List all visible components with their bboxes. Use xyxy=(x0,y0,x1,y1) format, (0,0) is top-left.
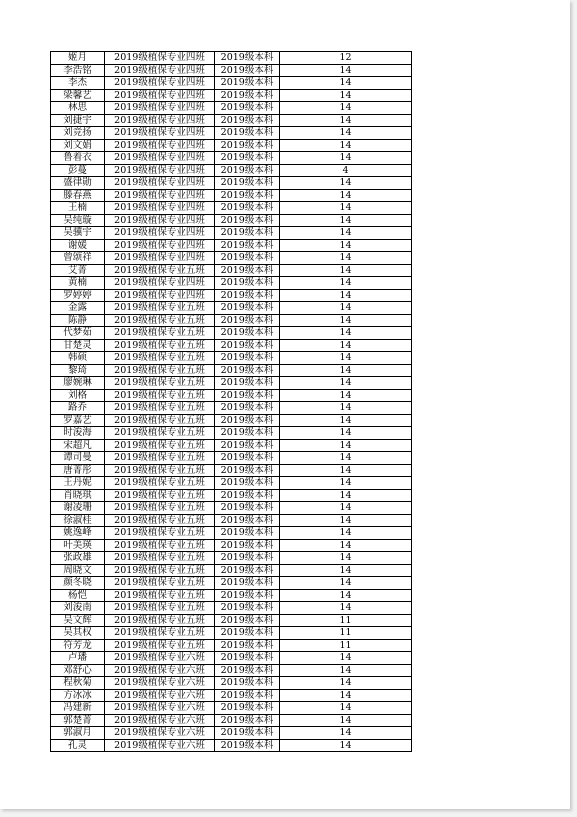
student-name-cell: 孔灵 xyxy=(51,739,105,752)
level-cell: 2019级本科 xyxy=(215,264,280,277)
table-row xyxy=(51,427,412,440)
level-cell: 2019级本科 xyxy=(215,602,280,615)
value-cell: 14 xyxy=(280,139,412,152)
student-name-cell: 张政雄 xyxy=(51,552,105,565)
class-cell: 2019级植保专业六班 xyxy=(105,714,215,727)
table-row xyxy=(51,239,412,252)
student-name-cell: 黄楠 xyxy=(51,277,105,290)
student-name-cell: 路乔 xyxy=(51,402,105,415)
value-cell: 14 xyxy=(280,464,412,477)
class-cell: 2019级植保专业四班 xyxy=(105,289,215,302)
student-name-cell: 刘竞扬 xyxy=(51,127,105,140)
student-name-cell: 吴文辉 xyxy=(51,614,105,627)
class-cell: 2019级植保专业五班 xyxy=(105,564,215,577)
student-name-cell: 冯建新 xyxy=(51,702,105,715)
student-name-cell: 符芳龙 xyxy=(51,639,105,652)
student-name-cell: 肖晓琪 xyxy=(51,489,105,502)
value-cell: 14 xyxy=(280,377,412,390)
level-cell: 2019级本科 xyxy=(215,477,280,490)
level-cell: 2019级本科 xyxy=(215,102,280,115)
value-cell: 14 xyxy=(280,414,412,427)
student-name-cell: 彭蔓 xyxy=(51,164,105,177)
student-name-cell: 代梦茹 xyxy=(51,327,105,340)
level-cell: 2019级本科 xyxy=(215,514,280,527)
level-cell: 2019级本科 xyxy=(215,689,280,702)
student-name-cell: 卢璠 xyxy=(51,652,105,665)
table-row xyxy=(51,602,412,615)
class-cell: 2019级植保专业四班 xyxy=(105,189,215,202)
class-cell: 2019级植保专业五班 xyxy=(105,314,215,327)
level-cell: 2019级本科 xyxy=(215,77,280,90)
student-name-cell: 邓舒心 xyxy=(51,664,105,677)
value-cell: 14 xyxy=(280,389,412,402)
level-cell: 2019级本科 xyxy=(215,702,280,715)
student-name-cell: 金露 xyxy=(51,302,105,315)
class-cell: 2019级植保专业四班 xyxy=(105,127,215,140)
level-cell: 2019级本科 xyxy=(215,364,280,377)
table-row xyxy=(51,89,412,102)
table-row xyxy=(51,477,412,490)
table-row xyxy=(51,114,412,127)
table-row xyxy=(51,327,412,340)
level-cell: 2019级本科 xyxy=(215,202,280,215)
value-cell: 14 xyxy=(280,702,412,715)
level-cell: 2019级本科 xyxy=(215,252,280,265)
value-cell: 14 xyxy=(280,689,412,702)
class-cell: 2019级植保专业四班 xyxy=(105,152,215,165)
table-row xyxy=(51,539,412,552)
class-cell: 2019级植保专业五班 xyxy=(105,489,215,502)
table-row xyxy=(51,552,412,565)
table-row xyxy=(51,352,412,365)
class-cell: 2019级植保专业四班 xyxy=(105,202,215,215)
value-cell: 14 xyxy=(280,714,412,727)
student-name-cell: 黎琦 xyxy=(51,364,105,377)
value-cell: 14 xyxy=(280,452,412,465)
student-name-cell: 韩硕 xyxy=(51,352,105,365)
table-row xyxy=(51,639,412,652)
value-cell: 14 xyxy=(280,227,412,240)
student-name-cell: 艾菁 xyxy=(51,264,105,277)
level-cell: 2019级本科 xyxy=(215,402,280,415)
value-cell: 14 xyxy=(280,189,412,202)
value-cell: 14 xyxy=(280,477,412,490)
table-row xyxy=(51,514,412,527)
table-row xyxy=(51,227,412,240)
class-cell: 2019级植保专业六班 xyxy=(105,664,215,677)
class-cell: 2019级植保专业五班 xyxy=(105,402,215,415)
class-cell: 2019级植保专业五班 xyxy=(105,539,215,552)
value-cell: 14 xyxy=(280,402,412,415)
value-cell: 14 xyxy=(280,327,412,340)
value-cell: 14 xyxy=(280,89,412,102)
student-name-cell: 吴骥宇 xyxy=(51,227,105,240)
class-cell: 2019级植保专业五班 xyxy=(105,302,215,315)
class-cell: 2019级植保专业六班 xyxy=(105,677,215,690)
student-name-cell: 盛律勋 xyxy=(51,177,105,190)
value-cell: 14 xyxy=(280,214,412,227)
level-cell: 2019级本科 xyxy=(215,464,280,477)
class-cell: 2019级植保专业五班 xyxy=(105,639,215,652)
value-cell: 14 xyxy=(280,577,412,590)
student-name-cell: 陈静 xyxy=(51,314,105,327)
table-row xyxy=(51,464,412,477)
level-cell: 2019级本科 xyxy=(215,239,280,252)
table-row xyxy=(51,189,412,202)
level-cell: 2019级本科 xyxy=(215,527,280,540)
class-cell: 2019级植保专业四班 xyxy=(105,239,215,252)
student-name-cell: 姚逸峰 xyxy=(51,527,105,540)
value-cell: 14 xyxy=(280,602,412,615)
student-name-cell: 时浚海 xyxy=(51,427,105,440)
student-name-cell: 叶美瑛 xyxy=(51,539,105,552)
table-row xyxy=(51,289,412,302)
table-row xyxy=(51,452,412,465)
class-cell: 2019级植保专业五班 xyxy=(105,264,215,277)
table-row xyxy=(51,714,412,727)
level-cell: 2019级本科 xyxy=(215,277,280,290)
level-cell: 2019级本科 xyxy=(215,552,280,565)
student-name-cell: 王楠 xyxy=(51,202,105,215)
class-cell: 2019级植保专业五班 xyxy=(105,364,215,377)
level-cell: 2019级本科 xyxy=(215,227,280,240)
value-cell: 4 xyxy=(280,164,412,177)
student-name-cell: 李杰 xyxy=(51,77,105,90)
value-cell: 14 xyxy=(280,427,412,440)
level-cell: 2019级本科 xyxy=(215,489,280,502)
roster-body xyxy=(51,52,412,752)
class-cell: 2019级植保专业四班 xyxy=(105,227,215,240)
class-cell: 2019级植保专业五班 xyxy=(105,327,215,340)
level-cell: 2019级本科 xyxy=(215,577,280,590)
class-cell: 2019级植保专业五班 xyxy=(105,527,215,540)
value-cell: 14 xyxy=(280,502,412,515)
table-row xyxy=(51,214,412,227)
value-cell: 14 xyxy=(280,314,412,327)
level-cell: 2019级本科 xyxy=(215,152,280,165)
level-cell: 2019级本科 xyxy=(215,714,280,727)
class-cell: 2019级植保专业五班 xyxy=(105,577,215,590)
level-cell: 2019级本科 xyxy=(215,339,280,352)
table-row xyxy=(51,664,412,677)
student-name-cell: 吴纯璇 xyxy=(51,214,105,227)
class-cell: 2019级植保专业五班 xyxy=(105,339,215,352)
student-name-cell: 刘文娟 xyxy=(51,139,105,152)
table-row xyxy=(51,164,412,177)
class-cell: 2019级植保专业五班 xyxy=(105,614,215,627)
value-cell: 14 xyxy=(280,739,412,752)
class-cell: 2019级植保专业四班 xyxy=(105,77,215,90)
table-row xyxy=(51,252,412,265)
student-name-cell: 郭淑月 xyxy=(51,727,105,740)
student-name-cell: 方冰冰 xyxy=(51,689,105,702)
table-row xyxy=(51,439,412,452)
value-cell: 14 xyxy=(280,489,412,502)
level-cell: 2019级本科 xyxy=(215,389,280,402)
level-cell: 2019级本科 xyxy=(215,502,280,515)
level-cell: 2019级本科 xyxy=(215,739,280,752)
student-name-cell: 李浩铭 xyxy=(51,64,105,77)
value-cell: 14 xyxy=(280,239,412,252)
student-name-cell: 郭楚菁 xyxy=(51,714,105,727)
table-row xyxy=(51,277,412,290)
table-row xyxy=(51,364,412,377)
table-row xyxy=(51,177,412,190)
value-cell: 14 xyxy=(280,177,412,190)
value-cell: 11 xyxy=(280,627,412,640)
table-row xyxy=(51,202,412,215)
level-cell: 2019级本科 xyxy=(215,677,280,690)
table-row xyxy=(51,739,412,752)
level-cell: 2019级本科 xyxy=(215,302,280,315)
class-cell: 2019级植保专业五班 xyxy=(105,452,215,465)
value-cell: 14 xyxy=(280,339,412,352)
table-row xyxy=(51,102,412,115)
level-cell: 2019级本科 xyxy=(215,314,280,327)
class-cell: 2019级植保专业四班 xyxy=(105,177,215,190)
class-cell: 2019级植保专业六班 xyxy=(105,652,215,665)
table-row xyxy=(51,152,412,165)
value-cell: 14 xyxy=(280,514,412,527)
level-cell: 2019级本科 xyxy=(215,89,280,102)
value-cell: 14 xyxy=(280,114,412,127)
table-row xyxy=(51,527,412,540)
value-cell: 14 xyxy=(280,252,412,265)
student-name-cell: 梁馨艺 xyxy=(51,89,105,102)
table-row xyxy=(51,402,412,415)
table-row xyxy=(51,414,412,427)
level-cell: 2019级本科 xyxy=(215,564,280,577)
table-row xyxy=(51,577,412,590)
class-cell: 2019级植保专业六班 xyxy=(105,702,215,715)
class-cell: 2019级植保专业五班 xyxy=(105,552,215,565)
value-cell: 14 xyxy=(280,152,412,165)
class-cell: 2019级植保专业五班 xyxy=(105,439,215,452)
level-cell: 2019级本科 xyxy=(215,127,280,140)
level-cell: 2019级本科 xyxy=(215,177,280,190)
student-name-cell: 颜冬晓 xyxy=(51,577,105,590)
value-cell: 12 xyxy=(280,52,412,65)
table-row xyxy=(51,302,412,315)
value-cell: 14 xyxy=(280,352,412,365)
table-row xyxy=(51,389,412,402)
table-row xyxy=(51,652,412,665)
student-name-cell: 吴其权 xyxy=(51,627,105,640)
value-cell: 14 xyxy=(280,102,412,115)
student-name-cell: 甘楚灵 xyxy=(51,339,105,352)
level-cell: 2019级本科 xyxy=(215,652,280,665)
value-cell: 14 xyxy=(280,527,412,540)
class-cell: 2019级植保专业五班 xyxy=(105,589,215,602)
class-cell: 2019级植保专业五班 xyxy=(105,377,215,390)
student-name-cell: 周晓文 xyxy=(51,564,105,577)
class-cell: 2019级植保专业五班 xyxy=(105,414,215,427)
level-cell: 2019级本科 xyxy=(215,64,280,77)
student-name-cell: 谭司曼 xyxy=(51,452,105,465)
student-name-cell: 滕春燕 xyxy=(51,189,105,202)
table-row xyxy=(51,589,412,602)
level-cell: 2019级本科 xyxy=(215,439,280,452)
level-cell: 2019级本科 xyxy=(215,664,280,677)
class-cell: 2019级植保专业四班 xyxy=(105,64,215,77)
table-row xyxy=(51,127,412,140)
student-name-cell: 罗婷婷 xyxy=(51,289,105,302)
student-name-cell: 刘格 xyxy=(51,389,105,402)
student-roster-table xyxy=(50,51,412,752)
class-cell: 2019级植保专业四班 xyxy=(105,164,215,177)
class-cell: 2019级植保专业五班 xyxy=(105,502,215,515)
value-cell: 14 xyxy=(280,564,412,577)
value-cell: 14 xyxy=(280,652,412,665)
student-name-cell: 程秋菊 xyxy=(51,677,105,690)
class-cell: 2019级植保专业五班 xyxy=(105,477,215,490)
value-cell: 14 xyxy=(280,364,412,377)
value-cell: 14 xyxy=(280,439,412,452)
level-cell: 2019级本科 xyxy=(215,189,280,202)
class-cell: 2019级植保专业五班 xyxy=(105,464,215,477)
table-row xyxy=(51,502,412,515)
value-cell: 14 xyxy=(280,664,412,677)
level-cell: 2019级本科 xyxy=(215,164,280,177)
class-cell: 2019级植保专业四班 xyxy=(105,277,215,290)
student-name-cell: 徐淑桂 xyxy=(51,514,105,527)
table-row xyxy=(51,689,412,702)
value-cell: 14 xyxy=(280,77,412,90)
level-cell: 2019级本科 xyxy=(215,139,280,152)
class-cell: 2019级植保专业四班 xyxy=(105,52,215,65)
value-cell: 14 xyxy=(280,289,412,302)
class-cell: 2019级植保专业四班 xyxy=(105,89,215,102)
table-row xyxy=(51,677,412,690)
level-cell: 2019级本科 xyxy=(215,627,280,640)
level-cell: 2019级本科 xyxy=(215,589,280,602)
class-cell: 2019级植保专业五班 xyxy=(105,514,215,527)
student-name-cell: 唐菁彤 xyxy=(51,464,105,477)
table-row xyxy=(51,314,412,327)
value-cell: 14 xyxy=(280,127,412,140)
student-name-cell: 宋超凡 xyxy=(51,439,105,452)
class-cell: 2019级植保专业五班 xyxy=(105,389,215,402)
value-cell: 14 xyxy=(280,64,412,77)
level-cell: 2019级本科 xyxy=(215,427,280,440)
value-cell: 14 xyxy=(280,539,412,552)
student-name-cell: 姬月 xyxy=(51,52,105,65)
level-cell: 2019级本科 xyxy=(215,452,280,465)
class-cell: 2019级植保专业五班 xyxy=(105,627,215,640)
table-row xyxy=(51,702,412,715)
value-cell: 14 xyxy=(280,727,412,740)
level-cell: 2019级本科 xyxy=(215,352,280,365)
table-row xyxy=(51,377,412,390)
student-name-cell: 鲁着衣 xyxy=(51,152,105,165)
level-cell: 2019级本科 xyxy=(215,539,280,552)
level-cell: 2019级本科 xyxy=(215,289,280,302)
table-row xyxy=(51,52,412,65)
table-row xyxy=(51,77,412,90)
student-name-cell: 杨恺 xyxy=(51,589,105,602)
table-row xyxy=(51,64,412,77)
student-name-cell: 罗嘉艺 xyxy=(51,414,105,427)
level-cell: 2019级本科 xyxy=(215,414,280,427)
value-cell: 11 xyxy=(280,639,412,652)
level-cell: 2019级本科 xyxy=(215,327,280,340)
level-cell: 2019级本科 xyxy=(215,52,280,65)
level-cell: 2019级本科 xyxy=(215,377,280,390)
table-row xyxy=(51,627,412,640)
table-row xyxy=(51,139,412,152)
student-name-cell: 林思 xyxy=(51,102,105,115)
value-cell: 14 xyxy=(280,589,412,602)
student-name-cell: 廖婉琳 xyxy=(51,377,105,390)
student-name-cell: 谢媛 xyxy=(51,239,105,252)
class-cell: 2019级植保专业四班 xyxy=(105,139,215,152)
table-row xyxy=(51,564,412,577)
class-cell: 2019级植保专业六班 xyxy=(105,727,215,740)
value-cell: 14 xyxy=(280,277,412,290)
level-cell: 2019级本科 xyxy=(215,727,280,740)
value-cell: 14 xyxy=(280,677,412,690)
class-cell: 2019级植保专业六班 xyxy=(105,689,215,702)
class-cell: 2019级植保专业四班 xyxy=(105,214,215,227)
value-cell: 14 xyxy=(280,264,412,277)
level-cell: 2019级本科 xyxy=(215,639,280,652)
level-cell: 2019级本科 xyxy=(215,114,280,127)
student-name-cell: 谢凌珊 xyxy=(51,502,105,515)
class-cell: 2019级植保专业六班 xyxy=(105,739,215,752)
value-cell: 14 xyxy=(280,302,412,315)
class-cell: 2019级植保专业四班 xyxy=(105,114,215,127)
student-name-cell: 刘捷宇 xyxy=(51,114,105,127)
class-cell: 2019级植保专业四班 xyxy=(105,252,215,265)
table-row xyxy=(51,727,412,740)
student-name-cell: 曾颂祥 xyxy=(51,252,105,265)
table-row xyxy=(51,339,412,352)
table-row xyxy=(51,264,412,277)
level-cell: 2019级本科 xyxy=(215,214,280,227)
class-cell: 2019级植保专业五班 xyxy=(105,352,215,365)
value-cell: 14 xyxy=(280,202,412,215)
table-row xyxy=(51,614,412,627)
value-cell: 14 xyxy=(280,552,412,565)
class-cell: 2019级植保专业五班 xyxy=(105,427,215,440)
student-name-cell: 刘浚南 xyxy=(51,602,105,615)
class-cell: 2019级植保专业五班 xyxy=(105,602,215,615)
table-row xyxy=(51,489,412,502)
student-name-cell: 王丹妮 xyxy=(51,477,105,490)
level-cell: 2019级本科 xyxy=(215,614,280,627)
class-cell: 2019级植保专业四班 xyxy=(105,102,215,115)
value-cell: 11 xyxy=(280,614,412,627)
